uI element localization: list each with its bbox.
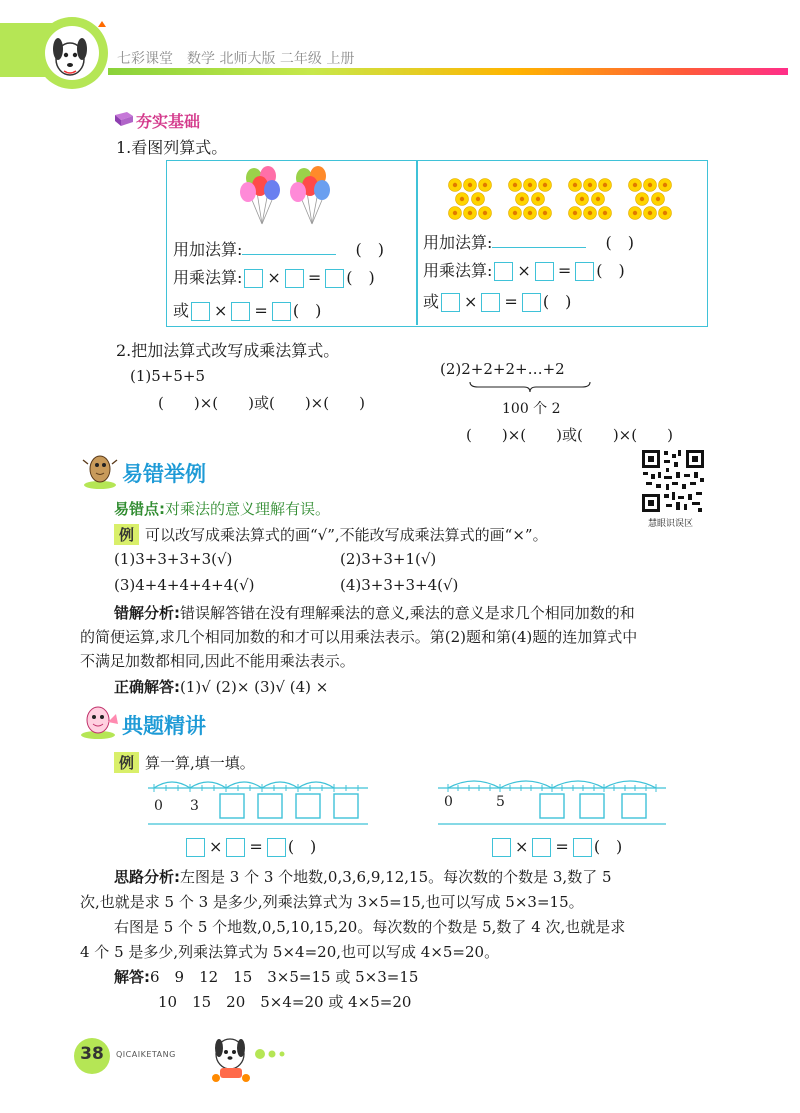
mistake-example-row	[114, 524, 548, 545]
mistake-example-text: 可以改写成乘法算式的画“√”,不能改写成乘法算式的画“×”。	[145, 526, 548, 544]
classic-analysis-label: 思路分析:	[114, 868, 180, 886]
flower-group-2	[509, 179, 552, 220]
example-tag: 例	[114, 524, 139, 545]
footer-brand: QICAIKETANG	[116, 1050, 176, 1059]
q1-divider	[416, 161, 418, 325]
analysis-label: 错解分析:	[114, 604, 180, 622]
number-line-right-start: 0	[444, 794, 453, 810]
equals-sign: =	[307, 268, 322, 287]
analysis-line-2: 的简便运算,求几个相同加数的和才可以用乘法表示。第(2)题和第(4)题的连加算式中	[80, 628, 638, 646]
classic-answer-line-1	[114, 966, 418, 987]
classic-right-box-2[interactable]	[532, 838, 551, 857]
mistakes-title: 易错举例	[122, 462, 206, 486]
page-number-badge	[74, 1038, 110, 1074]
left-or-box-2[interactable]	[231, 302, 250, 321]
left-add-row	[173, 237, 384, 260]
right-mul-box-2[interactable]	[535, 262, 554, 281]
right-mul-row	[423, 258, 625, 281]
right-or-label: 或	[423, 292, 440, 311]
classic-analysis-line-2: 次,也就是求 5 个 3 是多少,列乘法算式为 3×5=15,也可以写成 5×3=15。	[80, 893, 584, 911]
header-rule	[108, 68, 788, 75]
q2-p2-expr: (2)2+2+2+…+2	[440, 360, 565, 378]
classic-title: 典题精讲	[122, 714, 206, 738]
times-sign: ×	[517, 261, 531, 280]
equals-sign: =	[555, 837, 569, 856]
equals-sign: =	[557, 261, 572, 280]
mistake-item-4: (4)3+3+3+4(√)	[340, 576, 459, 594]
q2-p1-expr: (1)5+5+5	[130, 367, 206, 385]
q2-p2-brace-note: 100 个 2	[502, 401, 561, 417]
balloon-bunch-1	[240, 166, 280, 224]
classic-right-box-1[interactable]	[492, 838, 511, 857]
classic-left-paren[interactable]: ( )	[287, 837, 317, 856]
classic-analysis-line-1	[114, 866, 612, 887]
qr-code-icon[interactable]	[640, 448, 706, 514]
right-add-paren[interactable]: ( )	[605, 233, 634, 252]
q2-p2-answer[interactable]: ( )×( )或( )×( )	[466, 426, 673, 444]
flower-group-1	[449, 179, 492, 220]
times-sign: ×	[267, 268, 281, 287]
basics-title: 夯实基础	[136, 112, 201, 131]
left-add-paren[interactable]: ( )	[355, 240, 384, 259]
classic-right-equation	[490, 834, 622, 857]
right-or-paren[interactable]: ( )	[542, 292, 572, 311]
times-sign: ×	[515, 837, 529, 856]
classic-analysis-line-3: 右图是 5 个 5 个地数,0,5,10,15,20。每次数的个数是 5,数了 4 次,也就是求	[114, 918, 626, 936]
right-or-box-1[interactable]	[441, 293, 460, 312]
times-sign: ×	[209, 837, 223, 856]
right-mul-label: 用乘法算:	[423, 261, 493, 280]
analysis-text-1: 错误解答错在没有理解乘法的意义,乘法的意义是求几个相同加数的和	[180, 604, 635, 622]
classic-answer-label: 解答:	[114, 968, 150, 986]
mistake-item-2: (2)3+3+1(√)	[340, 550, 437, 568]
right-mul-paren[interactable]: ( )	[596, 261, 625, 280]
page-number: 38	[80, 1044, 104, 1064]
underbrace-icon	[468, 380, 592, 394]
flowers-illustration	[440, 176, 680, 226]
flower-group-4	[629, 179, 672, 220]
left-add-label: 用加法算:	[173, 240, 243, 259]
classic-example-row	[114, 752, 255, 773]
analysis-line-3: 不满足加数都相同,因此不能用乘法表示。	[80, 652, 355, 670]
equals-sign: =	[504, 292, 518, 311]
classic-analysis-text-1: 左图是 3 个 3 个地数,0,3,6,9,12,15。每次数的个数是 3,数了 5	[180, 868, 612, 886]
right-or-box-3[interactable]	[522, 293, 541, 312]
left-or-box-3[interactable]	[272, 302, 291, 321]
footer-mascot-icon	[206, 1030, 296, 1084]
balloons-illustration	[232, 164, 342, 234]
left-add-blank[interactable]	[242, 241, 336, 255]
times-sign: ×	[214, 301, 228, 320]
right-mul-box-3[interactable]	[575, 262, 594, 281]
correct-label: 正确解答:	[114, 678, 180, 696]
right-or-box-2[interactable]	[481, 293, 500, 312]
page-header	[0, 0, 800, 95]
classic-left-box-1[interactable]	[186, 838, 205, 857]
classic-answer-1: 6 9 12 15 3×5=15 或 5×3=15	[150, 968, 419, 986]
mistake-point-row	[114, 498, 330, 519]
classic-left-box-3[interactable]	[267, 838, 286, 857]
left-mul-box-3[interactable]	[325, 269, 344, 288]
classic-left-box-2[interactable]	[226, 838, 245, 857]
classic-analysis-line-4: 4 个 5 是多少,列乘法算式为 5×4=20,也可以写成 4×5=20。	[80, 943, 500, 961]
analysis-line-1	[114, 602, 635, 623]
mistake-point-text: 对乘法的意义理解有误。	[165, 500, 331, 518]
mistake-item-1: (1)3+3+3+3(√)	[114, 550, 233, 568]
left-or-row	[173, 298, 321, 321]
classic-right-box-3[interactable]	[573, 838, 592, 857]
right-or-row	[423, 289, 571, 312]
classic-answer-line-2: 10 15 20 5×4=20 或 4×5=20	[158, 993, 412, 1011]
right-add-row	[423, 230, 634, 253]
q1-title: 1.看图列算式。	[116, 138, 228, 157]
left-mul-box-2[interactable]	[285, 269, 304, 288]
classic-left-equation	[184, 834, 316, 857]
mistake-point-label: 易错点:	[114, 500, 165, 518]
equals-sign: =	[249, 837, 263, 856]
number-line-left-second: 3	[190, 798, 199, 814]
example-tag: 例	[114, 752, 139, 773]
right-add-label: 用加法算:	[423, 233, 493, 252]
left-or-paren[interactable]: ( )	[292, 301, 322, 320]
left-or-box-1[interactable]	[191, 302, 210, 321]
header-title: 七彩课堂 数学 北师大版 二年级 上册	[117, 51, 355, 67]
q2-title: 2.把加法算式改写成乘法算式。	[116, 341, 340, 360]
classic-mascot-icon	[78, 702, 120, 740]
left-mul-row	[173, 265, 375, 288]
correct-answer-row	[114, 676, 328, 697]
mistake-item-3: (3)4+4+4+4+4(√)	[114, 576, 255, 594]
right-add-blank[interactable]	[492, 234, 586, 248]
times-sign: ×	[464, 292, 478, 311]
classic-example-text: 算一算,填一填。	[145, 754, 255, 772]
flower-group-3	[569, 179, 612, 220]
number-line-left-start: 0	[154, 798, 163, 814]
left-mul-paren[interactable]: ( )	[346, 268, 375, 287]
left-mul-label: 用乘法算:	[173, 268, 243, 287]
left-mul-box-1[interactable]	[244, 269, 263, 288]
q2-p1-answer[interactable]: ( )×( )或( )×( )	[158, 394, 365, 412]
qr-caption: 慧眼识误区	[648, 519, 694, 529]
number-line-left	[148, 774, 370, 826]
right-mul-box-1[interactable]	[494, 262, 513, 281]
number-line-right	[438, 774, 670, 826]
equals-sign: =	[254, 301, 268, 320]
number-line-right-second: 5	[496, 794, 505, 810]
correct-text: (1)√ (2)× (3)√ (4) ×	[180, 678, 329, 696]
balloon-bunch-2	[290, 166, 330, 224]
mistakes-mascot-icon	[80, 452, 120, 490]
classic-right-paren[interactable]: ( )	[593, 837, 623, 856]
book-icon	[113, 111, 135, 127]
left-or-label: 或	[173, 301, 190, 320]
